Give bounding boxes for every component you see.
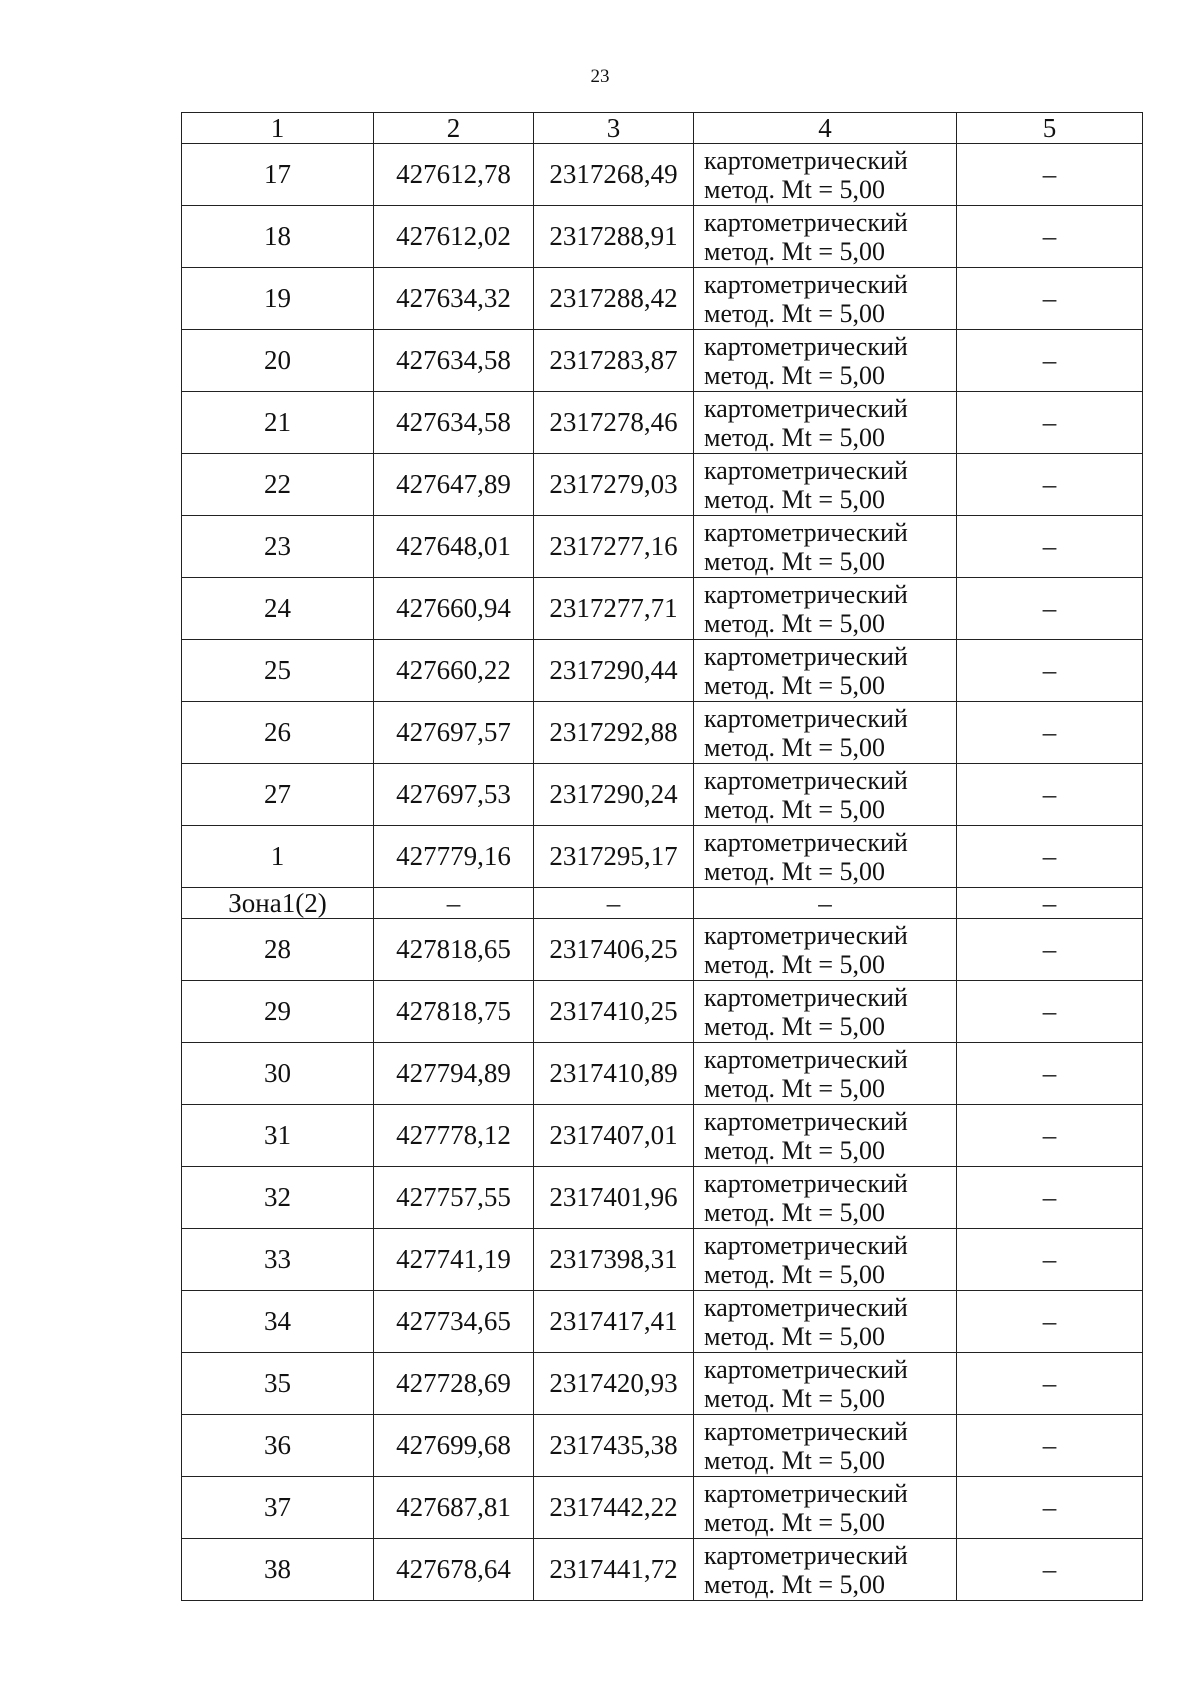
x-coordinate-cell: 427612,78 [374, 144, 534, 206]
method-cell: картометрический метод. Mt = 5,00 [694, 981, 957, 1043]
method-cell: картометрический метод. Mt = 5,00 [694, 1291, 957, 1353]
table-row [182, 1415, 1143, 1477]
x-coordinate-cell: – [374, 888, 534, 919]
x-coordinate-cell: 427648,01 [374, 516, 534, 578]
x-coordinate-cell: 427818,75 [374, 981, 534, 1043]
method-cell: картометрический метод. Mt = 5,00 [694, 1353, 957, 1415]
y-coordinate-cell: 2317288,91 [534, 206, 694, 268]
table-row [182, 826, 1143, 888]
y-coordinate-cell: 2317290,44 [534, 640, 694, 702]
header-cell: 1 [182, 113, 374, 144]
y-coordinate-cell: 2317401,96 [534, 1167, 694, 1229]
table-row [182, 578, 1143, 640]
note-cell: – [957, 268, 1143, 330]
method-cell: картометрический метод. Mt = 5,00 [694, 764, 957, 826]
y-coordinate-cell: 2317292,88 [534, 702, 694, 764]
point-number-cell: 21 [182, 392, 374, 454]
y-coordinate-cell: – [534, 888, 694, 919]
point-number-cell: 37 [182, 1477, 374, 1539]
y-coordinate-cell: 2317277,71 [534, 578, 694, 640]
header-row [182, 113, 1143, 144]
y-coordinate-cell: 2317290,24 [534, 764, 694, 826]
y-coordinate-cell: 2317442,22 [534, 1477, 694, 1539]
x-coordinate-cell: 427612,02 [374, 206, 534, 268]
point-number-cell: 22 [182, 454, 374, 516]
point-number-cell: 35 [182, 1353, 374, 1415]
point-number-cell: 34 [182, 1291, 374, 1353]
method-cell: картометрический метод. Mt = 5,00 [694, 268, 957, 330]
header-cell: 5 [957, 113, 1143, 144]
header-cell: 2 [374, 113, 534, 144]
method-cell: картометрический метод. Mt = 5,00 [694, 1167, 957, 1229]
method-cell: картометрический метод. Mt = 5,00 [694, 1043, 957, 1105]
x-coordinate-cell: 427818,65 [374, 919, 534, 981]
point-number-cell: 28 [182, 919, 374, 981]
table-row [182, 919, 1143, 981]
note-cell: – [957, 578, 1143, 640]
table-row [182, 1043, 1143, 1105]
note-cell: – [957, 919, 1143, 981]
x-coordinate-cell: 427741,19 [374, 1229, 534, 1291]
x-coordinate-cell: 427647,89 [374, 454, 534, 516]
table-row [182, 764, 1143, 826]
note-cell: – [957, 1167, 1143, 1229]
note-cell: – [957, 1043, 1143, 1105]
note-cell: – [957, 144, 1143, 206]
x-coordinate-cell: 427678,64 [374, 1539, 534, 1601]
point-number-cell: 36 [182, 1415, 374, 1477]
point-number-cell: 18 [182, 206, 374, 268]
y-coordinate-cell: 2317283,87 [534, 330, 694, 392]
point-number-cell: 20 [182, 330, 374, 392]
point-number-cell: 38 [182, 1539, 374, 1601]
table-row [182, 1229, 1143, 1291]
x-coordinate-cell: 427634,58 [374, 330, 534, 392]
x-coordinate-cell: 427697,57 [374, 702, 534, 764]
y-coordinate-cell: 2317279,03 [534, 454, 694, 516]
table-row [182, 1477, 1143, 1539]
y-coordinate-cell: 2317420,93 [534, 1353, 694, 1415]
x-coordinate-cell: 427634,58 [374, 392, 534, 454]
x-coordinate-cell: 427634,32 [374, 268, 534, 330]
zone-label-cell: Зона1(2) [182, 888, 374, 919]
point-number-cell: 31 [182, 1105, 374, 1167]
point-number-cell: 27 [182, 764, 374, 826]
method-cell: картометрический метод. Mt = 5,00 [694, 1415, 957, 1477]
note-cell: – [957, 1353, 1143, 1415]
y-coordinate-cell: 2317417,41 [534, 1291, 694, 1353]
method-cell: картометрический метод. Mt = 5,00 [694, 330, 957, 392]
method-cell: картометрический метод. Mt = 5,00 [694, 1539, 957, 1601]
note-cell: – [957, 516, 1143, 578]
x-coordinate-cell: 427699,68 [374, 1415, 534, 1477]
y-coordinate-cell: 2317398,31 [534, 1229, 694, 1291]
y-coordinate-cell: 2317410,89 [534, 1043, 694, 1105]
y-coordinate-cell: 2317278,46 [534, 392, 694, 454]
point-number-cell: 23 [182, 516, 374, 578]
table-row [182, 1167, 1143, 1229]
method-cell: – [694, 888, 957, 919]
y-coordinate-cell: 2317410,25 [534, 981, 694, 1043]
zone-row [182, 888, 1143, 919]
table-row [182, 144, 1143, 206]
x-coordinate-cell: 427697,53 [374, 764, 534, 826]
note-cell: – [957, 1415, 1143, 1477]
point-number-cell: 33 [182, 1229, 374, 1291]
header-cell: 4 [694, 113, 957, 144]
point-number-cell: 30 [182, 1043, 374, 1105]
method-cell: картометрический метод. Mt = 5,00 [694, 206, 957, 268]
x-coordinate-cell: 427757,55 [374, 1167, 534, 1229]
y-coordinate-cell: 2317435,38 [534, 1415, 694, 1477]
x-coordinate-cell: 427660,94 [374, 578, 534, 640]
method-cell: картометрический метод. Mt = 5,00 [694, 1477, 957, 1539]
y-coordinate-cell: 2317268,49 [534, 144, 694, 206]
table-row [182, 392, 1143, 454]
x-coordinate-cell: 427660,22 [374, 640, 534, 702]
note-cell: – [957, 764, 1143, 826]
method-cell: картометрический метод. Mt = 5,00 [694, 919, 957, 981]
table-row [182, 1539, 1143, 1601]
note-cell: – [957, 826, 1143, 888]
table-body [182, 144, 1143, 1601]
y-coordinate-cell: 2317277,16 [534, 516, 694, 578]
y-coordinate-cell: 2317441,72 [534, 1539, 694, 1601]
table-header [182, 113, 1143, 144]
point-number-cell: 25 [182, 640, 374, 702]
y-coordinate-cell: 2317295,17 [534, 826, 694, 888]
point-number-cell: 1 [182, 826, 374, 888]
y-coordinate-cell: 2317407,01 [534, 1105, 694, 1167]
x-coordinate-cell: 427779,16 [374, 826, 534, 888]
method-cell: картометрический метод. Mt = 5,00 [694, 392, 957, 454]
note-cell: – [957, 640, 1143, 702]
note-cell: – [957, 702, 1143, 764]
method-cell: картометрический метод. Mt = 5,00 [694, 1105, 957, 1167]
point-number-cell: 32 [182, 1167, 374, 1229]
point-number-cell: 29 [182, 981, 374, 1043]
note-cell: – [957, 1539, 1143, 1601]
table-row [182, 206, 1143, 268]
point-number-cell: 24 [182, 578, 374, 640]
note-cell: – [957, 330, 1143, 392]
table-row [182, 702, 1143, 764]
table-row [182, 330, 1143, 392]
table-row [182, 454, 1143, 516]
method-cell: картометрический метод. Mt = 5,00 [694, 516, 957, 578]
point-number-cell: 26 [182, 702, 374, 764]
method-cell: картометрический метод. Mt = 5,00 [694, 702, 957, 764]
note-cell: – [957, 392, 1143, 454]
note-cell: – [957, 1291, 1143, 1353]
table-row [182, 516, 1143, 578]
x-coordinate-cell: 427687,81 [374, 1477, 534, 1539]
x-coordinate-cell: 427778,12 [374, 1105, 534, 1167]
note-cell: – [957, 206, 1143, 268]
point-number-cell: 17 [182, 144, 374, 206]
table-row [182, 1105, 1143, 1167]
y-coordinate-cell: 2317288,42 [534, 268, 694, 330]
method-cell: картометрический метод. Mt = 5,00 [694, 144, 957, 206]
table-row [182, 1291, 1143, 1353]
note-cell: – [957, 1477, 1143, 1539]
table-row [182, 981, 1143, 1043]
coordinates-table [181, 112, 1143, 1601]
header-cell: 3 [534, 113, 694, 144]
point-number-cell: 19 [182, 268, 374, 330]
note-cell: – [957, 981, 1143, 1043]
table-row [182, 1353, 1143, 1415]
note-cell: – [957, 1105, 1143, 1167]
note-cell: – [957, 888, 1143, 919]
table-row [182, 640, 1143, 702]
x-coordinate-cell: 427794,89 [374, 1043, 534, 1105]
method-cell: картометрический метод. Mt = 5,00 [694, 578, 957, 640]
x-coordinate-cell: 427728,69 [374, 1353, 534, 1415]
method-cell: картометрический метод. Mt = 5,00 [694, 454, 957, 516]
method-cell: картометрический метод. Mt = 5,00 [694, 1229, 957, 1291]
page-number: 23 [590, 66, 610, 87]
table-row [182, 268, 1143, 330]
method-cell: картометрический метод. Mt = 5,00 [694, 826, 957, 888]
note-cell: – [957, 454, 1143, 516]
note-cell: – [957, 1229, 1143, 1291]
y-coordinate-cell: 2317406,25 [534, 919, 694, 981]
method-cell: картометрический метод. Mt = 5,00 [694, 640, 957, 702]
x-coordinate-cell: 427734,65 [374, 1291, 534, 1353]
